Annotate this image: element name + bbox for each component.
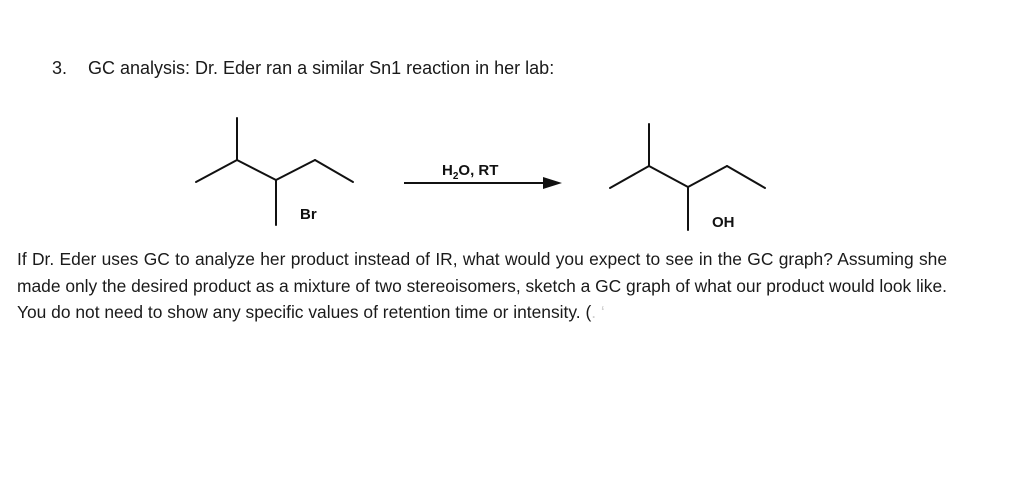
reaction-conditions: $H_2O$, RT	[442, 162, 499, 182]
question-heading-text: GC analysis: Dr. Eder ran a similar Sn1 reaction in her lab:	[88, 58, 555, 78]
reaction-scheme	[0, 0, 1011, 240]
question-faded-mark: . ‘	[591, 302, 605, 322]
product-label-oh: OH	[712, 214, 735, 231]
question-body	[17, 246, 947, 326]
question-body-text: If Dr. Eder uses GC to analyze her product instead of IR, what would you expect to see in the GC graph? Assuming she made only the desired product as a mixture of two stereoisomers, sketch a GC graph of what our product would look like. You do not need to show any specific values of retention time or intensity.	[17, 249, 947, 322]
question-number: 3.	[52, 58, 68, 78]
product-structure	[610, 124, 765, 230]
reactant-structure	[196, 118, 353, 225]
question-trailing-mark: (	[585, 302, 592, 322]
reaction-arrow-head	[543, 177, 562, 189]
reactant-label-br: Br	[300, 206, 317, 223]
